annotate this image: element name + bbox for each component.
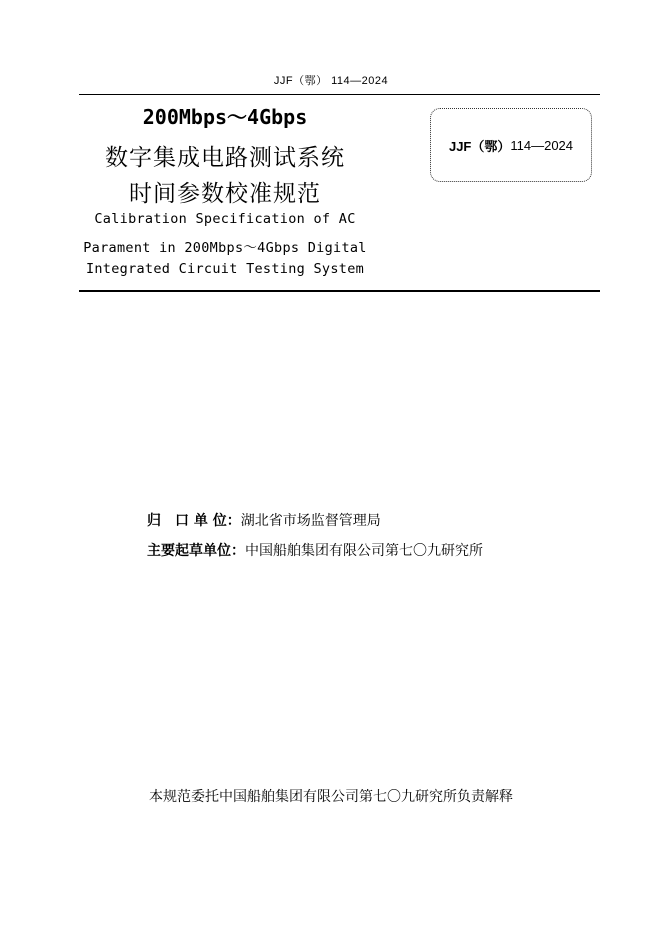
- drafting-unit-label: 主要起草单位：: [147, 543, 245, 559]
- title-cn-line2: 时间参数校准规范: [129, 181, 321, 207]
- title-en-line3: Integrated Circuit Testing System: [85, 261, 365, 277]
- drafting-unit-row: [147, 540, 483, 560]
- code-prefix: JJF（鄂）: [448, 138, 511, 154]
- bottom-rule: [79, 290, 600, 292]
- drafting-unit-value: 中国船舶集团有限公司第七〇九研究所: [245, 543, 483, 559]
- top-rule: [79, 94, 600, 95]
- title-en-line1: Calibration Specification of AC: [94, 211, 356, 227]
- title-en-range: 200Mbps～4Gbps: [142, 105, 308, 129]
- header-code: JJF（鄂） 114—2024: [273, 75, 389, 87]
- responsible-unit-value: 湖北省市场监督管理局: [240, 513, 381, 529]
- title-cn-line1: 数字集成电路测试系统: [105, 145, 345, 171]
- title-en-line2: Parament in 200Mbps～4Gbps Digital: [83, 240, 367, 256]
- code-number: 114—2024: [510, 137, 574, 153]
- standard-code-box: [430, 108, 592, 182]
- responsible-unit-label: 归 口 单 位：: [147, 513, 241, 529]
- responsible-unit-row: [147, 510, 381, 530]
- interpretation-note: 本规范委托中国船舶集团有限公司第七〇九研究所负责解释: [149, 789, 513, 805]
